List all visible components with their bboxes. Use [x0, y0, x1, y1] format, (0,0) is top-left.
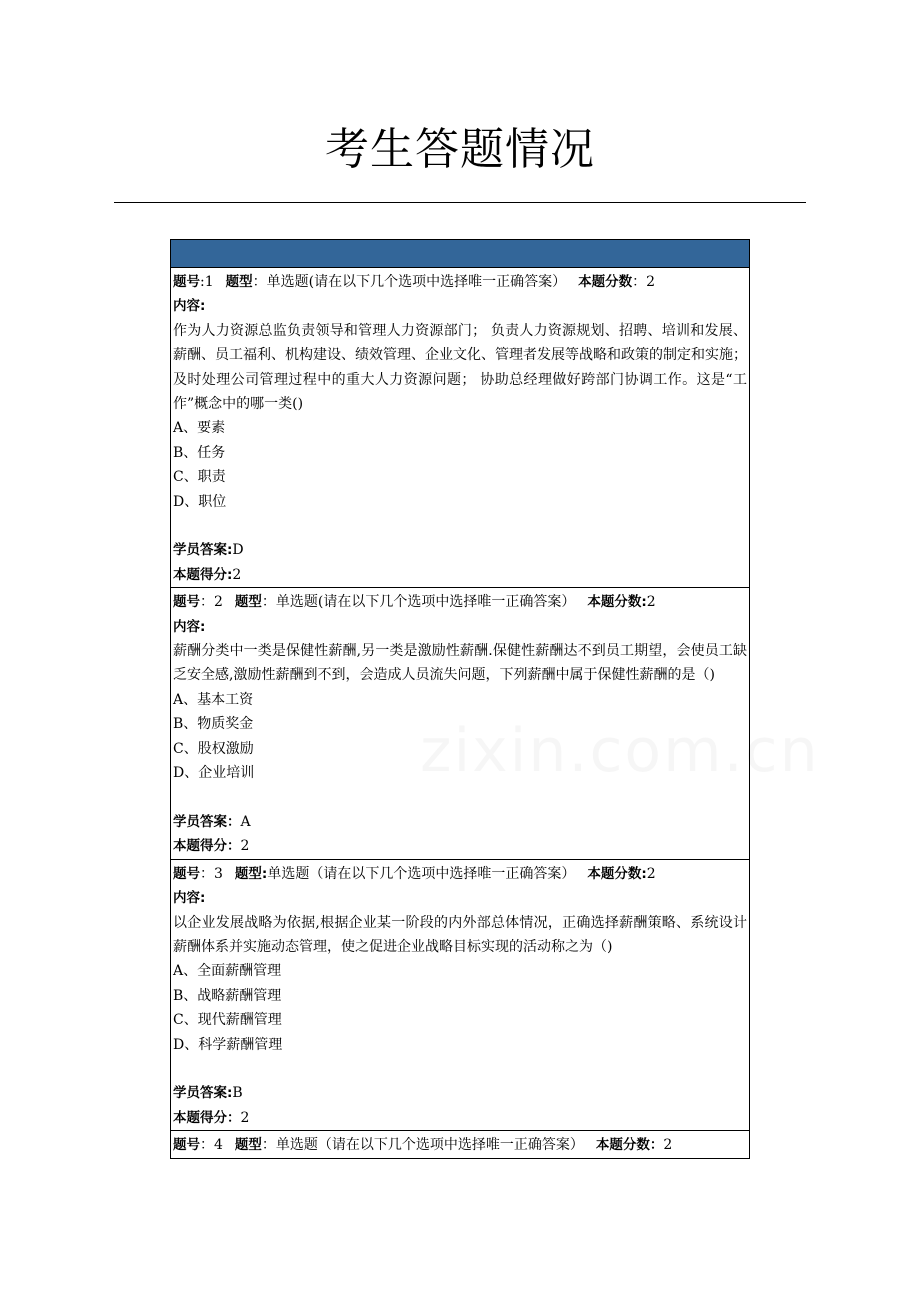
option-b: B、任务 [173, 444, 226, 461]
student-answer: D [232, 542, 244, 559]
title-divider [114, 202, 806, 203]
question-type-label: 题型 [234, 594, 262, 611]
question-score: 2 [232, 566, 242, 583]
question-block [171, 1131, 749, 1157]
question-number: :1 [200, 274, 214, 290]
student-answer: B [232, 1085, 243, 1102]
option-a: A、要素 [173, 420, 226, 437]
question-type-sep: ： [252, 274, 267, 290]
question-content: 作为人力资源总监负责领导和管理人力资源部门； 负责人力资源规划、招聘、培训和发展、薪酬、员工福利、机构建设、绩效管理、企业文化、管理者发展等战略和政策的制定和实施；及时处理公司管理过程中的重大人力资源问题； 协助总经理做好跨部门协调工作。这是“工作”概念中的哪一类() [173, 322, 747, 413]
question-points-label: 本题分数 [587, 865, 642, 882]
question-meta-line [173, 270, 747, 294]
question-points-sep: : [641, 865, 647, 882]
question-points: 2 [646, 274, 656, 290]
question-type: 单选题(请在以下几个选项中选择唯一正确答案） [266, 274, 567, 290]
answer-table [170, 239, 750, 1159]
option-c: C、职责 [173, 469, 226, 486]
student-answer-sep: ： [227, 813, 241, 830]
option-d: D、企业培训 [173, 765, 255, 782]
student-answer-label: 学员答案 [173, 1085, 227, 1102]
question-block [171, 268, 749, 588]
question-score-line [173, 1106, 747, 1130]
question-content-label: 内容: [173, 890, 206, 907]
question-number-label: 题号 [173, 865, 200, 882]
question-points-label: 本题分数 [595, 1137, 650, 1154]
option-b: B、战略薪酬管理 [173, 987, 282, 1004]
question-type-sep: : [261, 865, 268, 882]
student-answer-label: 学员答案 [173, 542, 227, 559]
question-type-label: 题型 [234, 865, 262, 882]
option-a: A、全面薪酬管理 [173, 963, 282, 980]
question-number: ：3 [200, 865, 223, 882]
question-type: 单选题（请在以下几个选项中选择唯一正确答案） [267, 865, 576, 882]
question-points-label: 本题分数 [587, 594, 642, 611]
question-type-label: 题型 [225, 274, 253, 290]
question-points-sep: ： [649, 1137, 664, 1154]
question-content-label: 内容: [173, 298, 206, 315]
question-content-label: 内容: [173, 618, 206, 635]
option-c: C、股权激励 [173, 740, 254, 757]
student-answer-label: 学员答案 [173, 813, 227, 830]
option-c: C、现代薪酬管理 [173, 1012, 282, 1029]
table-header-bar [171, 240, 749, 268]
student-answer-line [173, 810, 747, 834]
question-number-label: 题号 [173, 274, 200, 290]
question-type-sep: ： [261, 1137, 276, 1154]
question-score-sep: ： [227, 1109, 241, 1126]
question-score: 2 [240, 1109, 250, 1126]
question-score-label: 本题得分 [173, 1109, 227, 1126]
option-d: D、科学薪酬管理 [173, 1036, 283, 1053]
question-score-sep: ： [227, 838, 241, 855]
question-block [171, 588, 749, 859]
student-answer-sep: : [227, 1085, 233, 1102]
question-points-sep: : [641, 594, 647, 611]
question-score: 2 [240, 838, 250, 855]
question-points: 2 [646, 594, 656, 611]
question-score-label: 本题得分 [173, 838, 227, 855]
question-points-label: 本题分数 [578, 274, 633, 290]
question-block [171, 860, 749, 1131]
student-answer-line [173, 538, 747, 562]
option-b: B、物质奖金 [173, 716, 254, 733]
student-answer: A [240, 813, 251, 830]
question-meta-line [173, 862, 747, 886]
student-answer-sep: : [227, 542, 233, 559]
question-number: ：4 [200, 1137, 223, 1154]
question-content: 薪酬分类中一类是保健性薪酬,另一类是激励性薪酬.保健性薪酬达不到员工期望，会使员工缺乏安全感,激励性薪酬到不到，会造成人员流失问题，下列薪酬中属于保健性薪酬的是（) [173, 643, 747, 684]
question-number: ：2 [200, 594, 223, 611]
question-meta-line [173, 1133, 747, 1157]
question-score-sep: : [227, 566, 233, 583]
question-type: 单选题（请在以下几个选项中选择唯一正确答案） [275, 1137, 584, 1154]
question-content: 以企业发展战略为依据,根据企业某一阶段的内外部总体情况，正确选择薪酬策略、系统设计薪酬体系并实施动态管理，使之促进企业战略目标实现的活动称之为（) [173, 914, 747, 955]
question-score-label: 本题得分 [173, 566, 227, 583]
option-a: A、基本工资 [173, 691, 254, 708]
question-points: 2 [663, 1137, 673, 1154]
question-score-line [173, 563, 747, 587]
question-number-label: 题号 [173, 594, 200, 611]
question-type: 单选题(请在以下几个选项中选择唯一正确答案） [275, 594, 576, 611]
question-type-label: 题型 [234, 1137, 262, 1154]
question-meta-line [173, 590, 747, 614]
question-score-line [173, 834, 747, 858]
page-title: 考生答题情况 [325, 124, 595, 175]
question-number-label: 题号 [173, 1137, 200, 1154]
option-d: D、职位 [173, 493, 227, 510]
student-answer-line [173, 1081, 747, 1105]
question-points: 2 [646, 865, 656, 882]
question-points-sep: ： [632, 274, 647, 290]
question-type-sep: ： [261, 594, 276, 611]
